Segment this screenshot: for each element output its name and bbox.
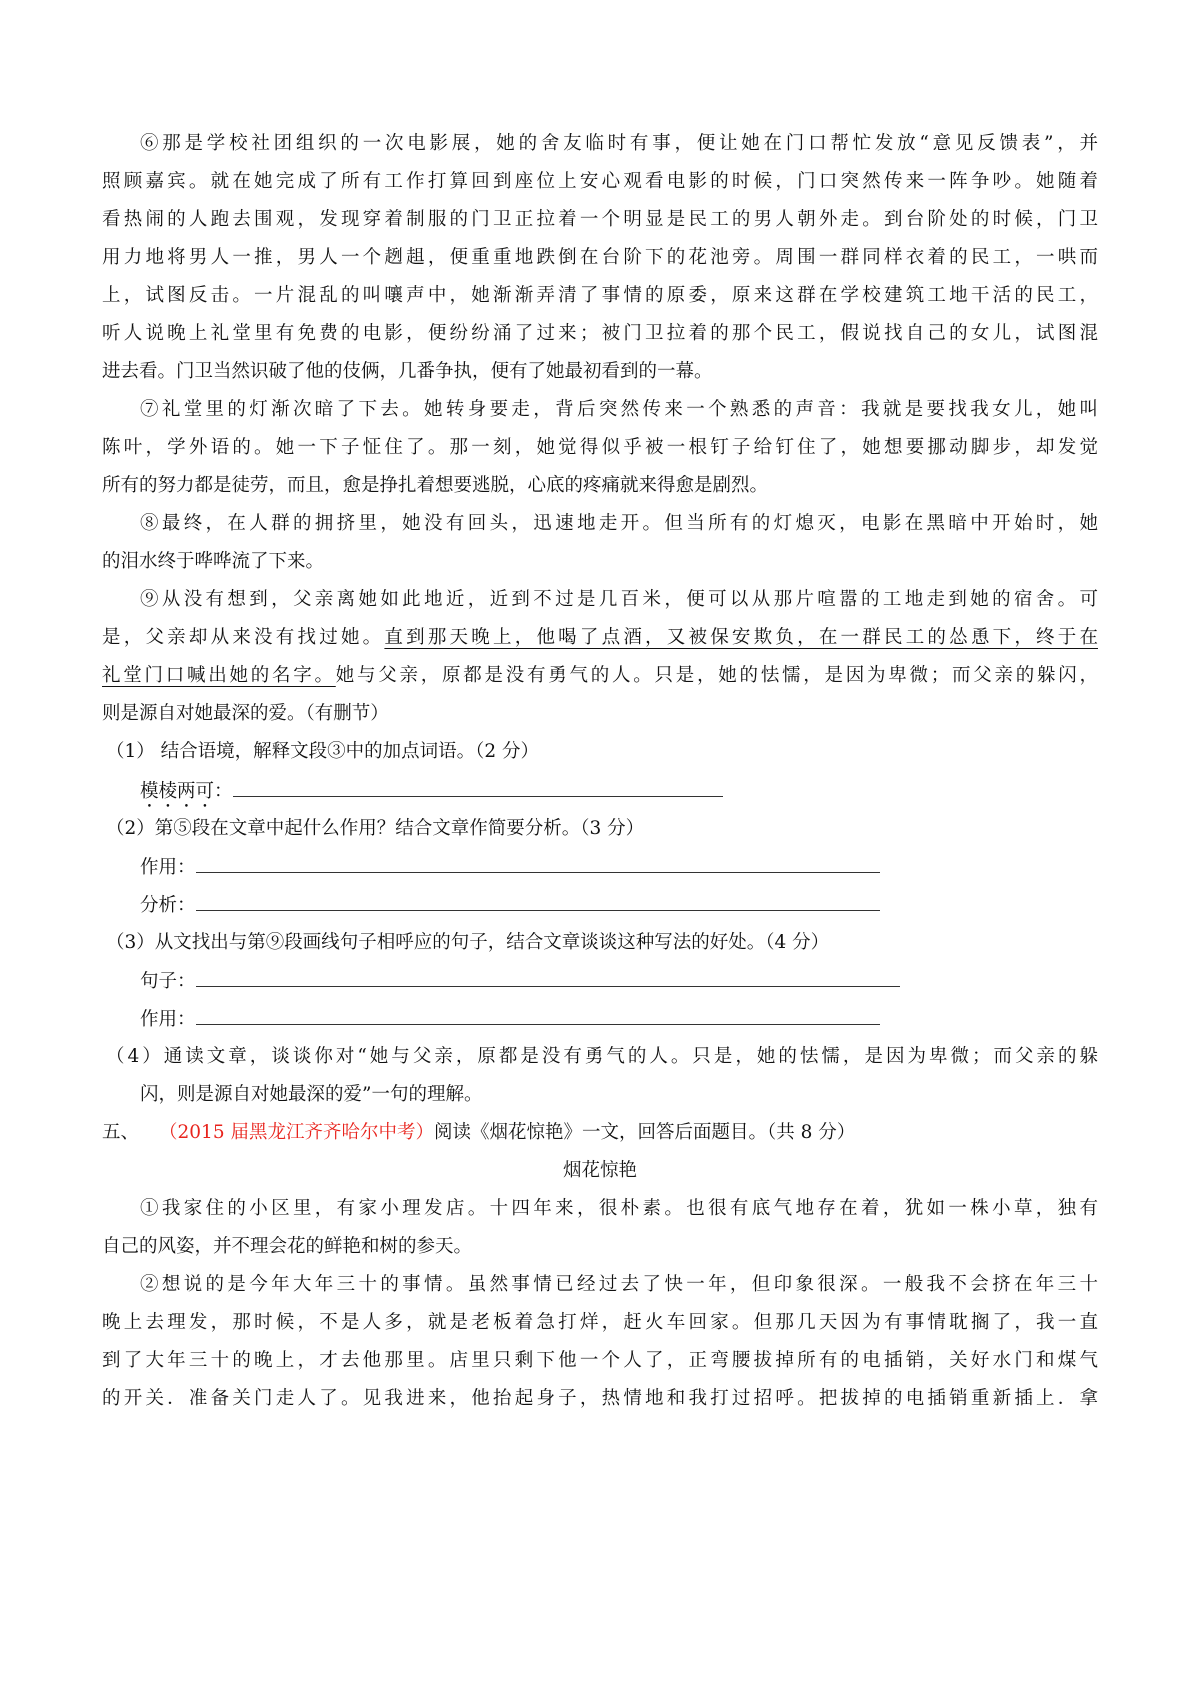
section-instruction: 阅读《烟花惊艳》一文，回答后面题目。（共 8 分）: [433, 1122, 856, 1143]
p9-line: ⑨从没有想到，父亲离她如此地近，近到不过是几百米，便可以从那片喧嚣的工地走到她的宿舍。可: [140, 589, 1098, 610]
article-title: 烟花惊艳: [562, 1160, 637, 1181]
p8-line: 的泪水终于哗哗流了下来。: [102, 551, 325, 572]
question-3: （3）从文找出与第⑨段画线句子相呼应的句子，结合文章谈谈这种写法的好处。（4 分）: [106, 932, 830, 953]
article-p2-line: 的开关．准备关门走人了。见我进来，他抬起身子，热情地和我打过招呼。把拔掉的电插销重新插上．拿: [102, 1388, 1098, 1409]
p6-line: 进去看。门卫当然识破了他的伎俩，几番争执，便有了她最初看到的一幕。: [102, 361, 713, 382]
question-4-cont: 闪，则是源自对她最深的爱”一句的理解。: [140, 1084, 483, 1105]
question-3-answer-b: [140, 1004, 1098, 1034]
question-3-answer-a: [140, 966, 1098, 996]
p6-line: 上，试图反击。一片混乱的叫嚷声中，她渐渐弄清了事情的原委，原来这群在学校建筑工地干活的民工，: [102, 285, 1098, 306]
answer-label: 句子：: [140, 971, 196, 992]
p7-line: 陈叶，学外语的。她一下子怔住了。那一刻，她觉得似乎被一根钉子给钉住了，她想要挪动脚步，却发觉: [102, 437, 1098, 458]
question-4: （4）通读文章，谈谈你对“她与父亲，原都是没有勇气的人。只是，她的怯懦，是因为卑微；而父亲的躲: [106, 1046, 1098, 1067]
dotted-term: 模棱两可: [140, 781, 215, 802]
p9-line: [102, 661, 1098, 691]
answer-label: 分析：: [140, 895, 196, 916]
article-p1-line: 自己的风姿，并不理会花的鲜艳和树的参天。: [102, 1236, 473, 1257]
p9-text: 是，父亲却从来没有找过她。: [102, 627, 385, 648]
colon: ：: [214, 781, 233, 802]
question-1-answer: [140, 776, 1098, 806]
p6-line: 听人说晚上礼堂里有免费的电影，便纷纷涌了过来；被门卫拉着的那个民工，假说找自己的女儿，试图混: [102, 323, 1098, 344]
answer-blank[interactable]: [233, 776, 723, 797]
underlined-sentence: 直到那天晚上，他喝了点酒，又被保安欺负，在一群民工的怂恿下，终于在: [384, 627, 1098, 648]
section-5-heading: [102, 1118, 1098, 1148]
answer-label: 作用：: [140, 857, 196, 878]
question-2-answer-b: [140, 890, 1098, 920]
p6-line: 照顾嘉宾。就在她完成了所有工作打算回到座位上安心观看电影的时候，门口突然传来一阵争吵。她随着: [102, 171, 1098, 192]
p6-line: ⑥那是学校社团组织的一次电影展，她的舍友临时有事，便让她在门口帮忙发放“意见反馈表”，并: [140, 133, 1098, 154]
section-number: 五、: [102, 1122, 140, 1143]
p7-line: 所有的努力都是徒劳，而且，愈是挣扎着想要逃脱，心底的疼痛就来得愈是剧烈。: [102, 475, 769, 496]
underlined-sentence: 礼堂门口喊出她的名字。: [102, 665, 336, 686]
answer-blank[interactable]: [196, 966, 900, 987]
p9-text: 她与父亲，原都是没有勇气的人。只是，她的怯懦，是因为卑微；而父亲的躲闪，: [335, 665, 1098, 686]
p8-line: ⑧最终，在人群的拥挤里，她没有回头，迅速地走开。但当所有的灯熄灭，电影在黑暗中开始时，她: [140, 513, 1098, 534]
p6-line: 用力地将男人一推，男人一个趔趄，便重重地跌倒在台阶下的花池旁。周围一群同样衣着的民工，一哄而: [102, 247, 1098, 268]
answer-label: 作用：: [140, 1009, 196, 1030]
answer-blank[interactable]: [196, 852, 880, 873]
p9-line: [102, 623, 1098, 653]
p7-line: ⑦礼堂里的灯渐次暗了下去。她转身要走，背后突然传来一个熟悉的声音：我就是要找我女儿，她叫: [140, 399, 1098, 420]
answer-blank[interactable]: [196, 890, 880, 911]
p6-line: 看热闹的人跑去围观，发现穿着制服的门卫正拉着一个明显是民工的男人朝外走。到台阶处的时候，门卫: [102, 209, 1098, 230]
question-2-answer-a: [140, 852, 1098, 882]
article-p2-line: ②想说的是今年大年三十的事情。虽然事情已经过去了快一年，但印象很深。一般我不会挤在年三十: [140, 1274, 1098, 1295]
article-p1-line: ①我家住的小区里，有家小理发店。十四年来，很朴素。也很有底气地存在着，犹如一株小草，独有: [140, 1198, 1098, 1219]
article-p2-line: 晚上去理发，那时候，不是人多，就是老板着急打烊，赶火车回家。但那几天因为有事情耽搁了，我一直: [102, 1312, 1098, 1333]
question-2: （2）第⑤段在文章中起什么作用？结合文章作简要分析。（3 分）: [106, 818, 645, 839]
article-p2-line: 到了大年三十的晚上，才去他那里。店里只剩下他一个人了，正弯腰拔掉所有的电插销，关好水门和煤气: [102, 1350, 1098, 1371]
answer-blank[interactable]: [196, 1004, 880, 1025]
question-1: （1） 结合语境，解释文段③中的加点词语。（2 分）: [106, 741, 540, 762]
exam-source: （2015 届黑龙江齐齐哈尔中考）: [159, 1122, 434, 1143]
p9-line: 则是源自对她最深的爱。（有删节）: [102, 703, 389, 724]
